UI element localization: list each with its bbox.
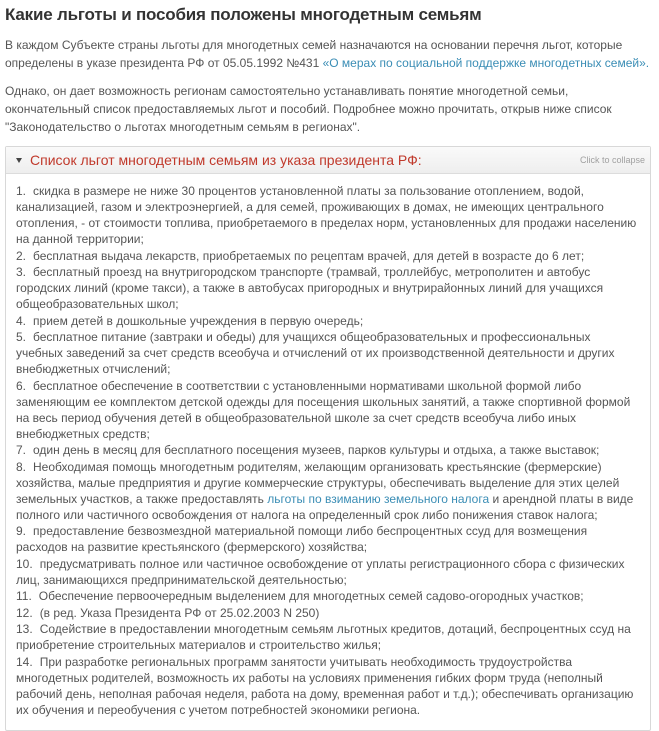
benefits-spoiler: [5, 146, 651, 731]
item-text: бесплатное обеспечение в соответствии с установленными нормативами школьной формой либо заменяющим ее комплектом детской одежды для посещения школьных занятий, а также спортивной формой на весь период обучения детей в общеобразовательной школе за счет средств всеобуча либо иных внебюджетных средств;: [16, 378, 631, 441]
item-text: Необходимая помощь многодетным родителям, желающим организовать крестьянские (фермерские) хозяйства, малые предприятия и другие коммерческие структуры, обеспечивать выделение для этих целей земельных участков, а также предоставлять: [16, 459, 620, 506]
item-number: 6.: [16, 378, 27, 393]
list-item: [16, 183, 640, 247]
intro-paragraph: [5, 36, 655, 72]
item-number: 4.: [16, 313, 27, 328]
item-text: прием детей в дошкольные учреждения в первую очередь;: [33, 313, 364, 328]
list-item: [16, 264, 640, 312]
list-item: [16, 329, 640, 377]
item-text: Содействие в предоставлении многодетным семьям льготных кредитов, дотаций, беспроцентных ссуд на приобретение строительных материалов и строительство жилья;: [16, 622, 631, 652]
list-item: [16, 459, 640, 523]
spoiler-toggle[interactable]: [6, 147, 650, 174]
item-number: 14.: [16, 654, 33, 669]
intro-text: В каждом Субъекте страны льготы для многодетных семей назначаются на основании перечня льгот, которые определены в указе президента РФ от 05.05.1992 №431: [5, 38, 623, 70]
item-number: 5.: [16, 330, 27, 344]
list-item: [16, 556, 640, 588]
list-item: [16, 523, 640, 555]
item-number: 1.: [16, 184, 27, 198]
item-number: 10.: [16, 556, 33, 571]
spoiler-title: Список льгот многодетным семьям из указа президента РФ:: [30, 152, 422, 168]
list-item: [16, 442, 640, 458]
item-text: бесплатный проезд на внутригородском транспорте (трамвай, троллейбус, метрополитен и автобус городских линий (кроме такси), а также в автобусах пригородных и внутрирайонных линий для учащихся общеобразовательных школ;: [16, 265, 604, 311]
triangle-down-icon: [16, 158, 22, 163]
item-number: 2.: [16, 248, 27, 263]
item-number: 13.: [16, 622, 33, 636]
item-text: один день в месяц для бесплатного посещения музеев, парков культуры и отдыха, а также выставок;: [33, 443, 600, 457]
item-text: предусматривать полное или частичное освобождение от уплаты регистрационного сбора с физических лиц, занимающихся предпринимательской деятельностью;: [16, 556, 625, 587]
land-tax-link[interactable]: льготы по взиманию земельного налога: [267, 491, 490, 506]
item-number: 3.: [16, 265, 27, 279]
item-number: 7.: [16, 443, 27, 457]
list-item: [16, 654, 640, 718]
note-paragraph: Однако, он дает возможность регионам самостоятельно устанавливать понятие многодетной семьи, окончательный список предоставляемых льгот и пособий. Подробнее можно прочитать, открыв ниже список "Законодательство о льготах многодетным семьям в регионах".: [5, 84, 612, 134]
list-item: [16, 621, 640, 653]
list-item: [16, 313, 640, 329]
item-number: 8.: [16, 459, 27, 474]
list-item: [16, 605, 640, 621]
item-text: Обеспечение первоочередным выделением для многодетных семей садово-огородных участков;: [38, 589, 584, 603]
item-text: При разработке региональных программ занятости учитывать необходимость трудоустройства многодетных родителей, возможность их работы на условиях применения гибких форм труда (неполный рабочий день, неполная рабочая неделя, работа на дому, временная работ и т.д.); обеспечивать организацию их обучения и переобучения с учетом потребностей экономики региона.: [16, 654, 634, 717]
item-number: 11.: [16, 589, 32, 603]
item-text: скидка в размере не ниже 30 процентов установленной платы за пользование отоплением, водой, канализацией, газом и электроэнергией, а для семей, проживающих в домах, не имеющих центрального отопления, - от стоимости топлива, приобретаемого в пределах норм, установленных для продажи населению на данной территории;: [16, 184, 637, 246]
list-item: [16, 588, 640, 604]
decree-link[interactable]: «О мерах по социальной поддержке многодетных семей».: [322, 56, 650, 70]
item-number: 9.: [16, 524, 27, 538]
item-text: бесплатная выдача лекарств, приобретаемых по рецептам врачей, для детей в возрасте до 6 лет;: [33, 248, 585, 263]
item-text: бесплатное питание (завтраки и обеды) для учащихся общеобразовательных и профессиональных учебных заведений за счет средств всеобуча и отчислений от их производственной деятельности и других внебюджетных отчислений;: [16, 330, 615, 376]
collapse-hint[interactable]: Click to collapse: [579, 155, 645, 165]
item-text-after: и арендной платы в виде полного или частичного освобождения от налога на определенный срок либо понижения ставок налога;: [16, 491, 634, 522]
item-text: предоставление безвозмездной материальной помощи либо беспроцентных ссуд для возмещения расходов на развитие крестьянского (фермерского) хозяйства;: [16, 524, 588, 554]
item-number: 12.: [16, 605, 33, 620]
item-text: (в ред. Указа Президента РФ от 25.02.2003 N 250): [39, 605, 320, 620]
page-title: Какие льготы и пособия положены многодетным семьям: [5, 5, 482, 24]
benefits-list: [6, 174, 650, 730]
list-item: [16, 378, 640, 442]
list-item: [16, 248, 640, 264]
